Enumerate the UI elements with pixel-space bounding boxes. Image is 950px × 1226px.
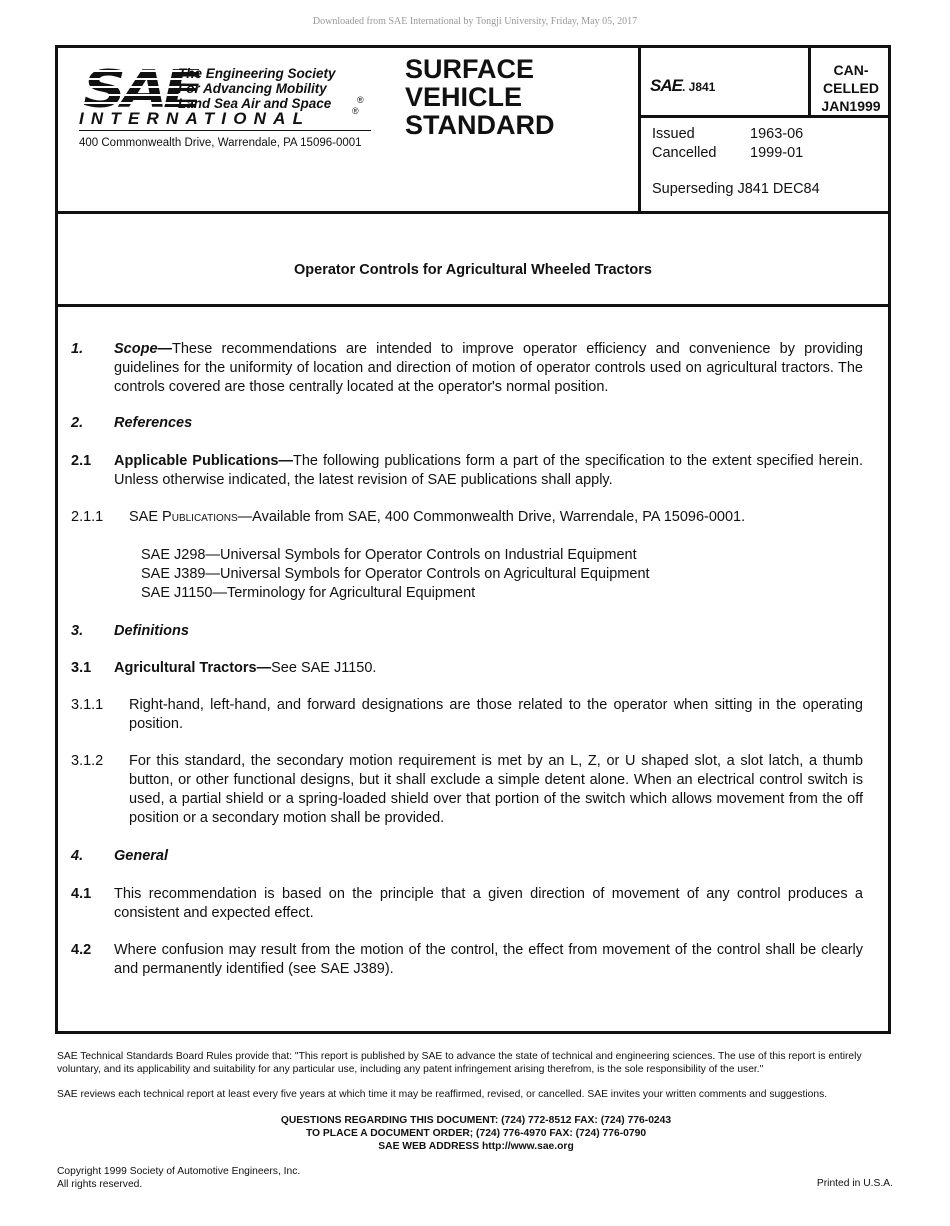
wordmark-rule: [79, 130, 371, 131]
status-box: [813, 61, 889, 115]
section-3: [71, 622, 863, 641]
printed-note: Printed in U.S.A.: [816, 1178, 893, 1189]
status-line: CELLED: [823, 80, 879, 96]
status-line: JAN1999: [821, 98, 881, 114]
registered-mark-international: ®: [352, 106, 359, 116]
reference-item: SAE J298—Universal Symbols for Operator Controls on Industrial Equipment: [141, 547, 637, 563]
standard-type-line: VEHICLE: [405, 82, 523, 112]
section-number: 3.: [71, 623, 84, 639]
section-number: 4.2: [71, 942, 92, 958]
section-number: 3.1.2: [71, 753, 104, 769]
contact-block: [57, 1114, 895, 1153]
sae-address: 400 Commonwealth Drive, Warrendale, PA 15096-0001: [79, 137, 362, 149]
society-line: The Engineering Society: [178, 66, 336, 81]
reference-list: [141, 546, 863, 603]
board-rules-note: SAE Technical Standards Board Rules provide that: "This report is published by SAE to advance the state of technical and engineering sciences. The use of this report is entirely voluntary, and its applicability and suitability for any particular use, including any patent infringement arising therefrom, is the sole responsibility of the user.": [57, 1051, 862, 1075]
header-column-divider: [638, 45, 641, 214]
section-4-2: [71, 941, 863, 979]
section-text: These recommendations are intended to improve operator efficiency and convenience by providing guidelines for the uniformity of location and direction of motion of operator controls used on agricultural tractors. The controls covered are those centrally located at the operator's normal position.: [114, 341, 863, 395]
standard-type-line: SURFACE: [405, 54, 535, 84]
registered-mark: ®: [357, 95, 364, 105]
reference-item: SAE J1150—Terminology for Agricultural Equipment: [141, 585, 476, 601]
society-line: For Advancing Mobility: [178, 81, 327, 96]
society-tagline: [178, 66, 336, 111]
sae-logo: SAE: [83, 60, 200, 120]
section-4-1: [71, 885, 863, 923]
section-number: 4.: [71, 848, 84, 864]
copyright: [57, 1165, 300, 1191]
number-row-divider: [638, 115, 891, 118]
header-divider: [55, 211, 891, 214]
copyright-line: Copyright 1999 Society of Automotive Engineers, Inc.: [57, 1166, 301, 1177]
status-line: CAN-: [833, 62, 869, 78]
section-heading: Applicable Publications—: [114, 453, 293, 469]
sae-mini-logo: SAE: [650, 76, 682, 95]
contact-line: TO PLACE A DOCUMENT ORDER; (724) 776-4970 FAX: (724) 776-0790: [305, 1128, 647, 1139]
section-lead-smallcaps: Publications: [162, 509, 238, 525]
contact-line: SAE WEB ADDRESS http://www.sae.org: [378, 1141, 574, 1152]
copyright-line: All rights reserved.: [57, 1179, 143, 1190]
section-heading: Definitions: [114, 623, 189, 639]
section-text: This recommendation is based on the principle that a given direction of movement of any control produces a consistent and expected effect.: [114, 886, 863, 921]
society-line: Land Sea Air and Space: [178, 96, 332, 111]
standard-type: [405, 55, 555, 139]
title-divider: [55, 304, 891, 307]
section-heading: Scope—: [114, 341, 173, 357]
section-heading: Agricultural Tractors—: [114, 660, 272, 676]
standard-type-line: STANDARD: [405, 110, 555, 140]
section-lead: SAE: [129, 509, 163, 525]
section-number: 2.1: [71, 453, 92, 469]
section-number: 3.1.1: [71, 697, 104, 713]
section-2-1-1: [71, 508, 863, 527]
section-heading: General: [114, 848, 168, 864]
section-text: The following publications form a part of the specification to the extent specified herein. Unless otherwise indicated, the latest revision of SAE publications shall apply.: [114, 453, 863, 488]
section-text: Where confusion may result from the motion of the control, the effect from movement of the control shall be clearly and permanently identified (see SAE J389).: [114, 942, 863, 977]
superseding-note: Superseding J841 DEC84: [652, 181, 820, 197]
section-number: 2.1.1: [71, 509, 104, 525]
section-text: See SAE J1150.: [271, 660, 377, 676]
section-number: 2.: [71, 415, 84, 431]
section-3-1-1: [71, 696, 863, 734]
section-3-1: [71, 659, 863, 678]
section-text: For this standard, the secondary motion requirement is met by an L, Z, or U shaped slot, a slot latch, a thumb button, or other functional designs, but it shall exclude a simple detent alone. When an electrical control switch is used, a partial shield or a spring-loaded shield over that portion of the switch which allows movement from the off position or a secondary motion shall be provided.: [129, 753, 863, 826]
cancelled-label: Cancelled: [652, 145, 717, 161]
section-number: 3.1: [71, 660, 92, 676]
cancelled-date: 1999-01: [750, 145, 804, 161]
document-title: Operator Controls for Agricultural Wheeled Tractors: [294, 262, 652, 278]
status-column-divider: [808, 45, 811, 118]
international-wordmark: INTERNATIONAL: [79, 109, 311, 128]
section-text: Right-hand, left-hand, and forward designations are those related to the operator when sitting in the operating position.: [129, 697, 863, 732]
issued-date: 1963-06: [750, 126, 804, 142]
download-note: Downloaded from SAE International by Tongji University, Friday, May 05, 2017: [312, 16, 638, 27]
date-block: [652, 125, 803, 163]
section-2: [71, 414, 863, 433]
reference-item: SAE J389—Universal Symbols for Operator Controls on Agricultural Equipment: [141, 566, 650, 582]
issued-label: Issued: [652, 126, 695, 142]
review-note: SAE reviews each technical report at least every five years at which time it may be reaffirmed, revised, or cancelled. SAE invites your written comments and suggestions.: [57, 1089, 828, 1100]
standard-number-value: J841: [688, 80, 716, 94]
section-number: 4.1: [71, 886, 92, 902]
contact-line: QUESTIONS REGARDING THIS DOCUMENT: (724) 772-8512 FAX: (724) 776-0243: [280, 1115, 672, 1126]
section-2-1: [71, 452, 863, 490]
standard-number: SAE. J841: [650, 76, 716, 95]
section-3-1-2: [71, 752, 863, 828]
section-text: —Available from SAE, 400 Commonwealth Drive, Warrendale, PA 15096-0001.: [237, 509, 746, 525]
section-4: [71, 847, 863, 866]
section-number: 1.: [71, 341, 84, 357]
section-1: [71, 340, 863, 397]
section-heading: References: [114, 415, 193, 431]
